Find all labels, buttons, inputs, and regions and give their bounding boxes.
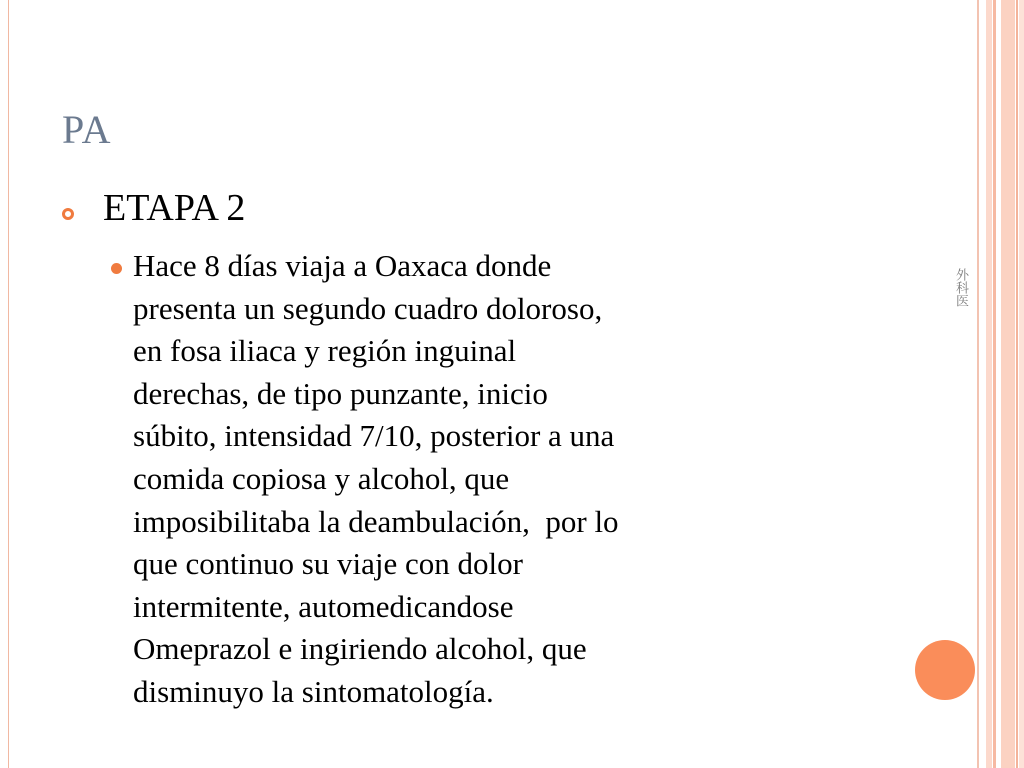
right-stripe — [1016, 0, 1018, 768]
right-stripe — [1001, 0, 1015, 768]
slide-title: PA — [62, 107, 112, 152]
body-line: intermitente, automedicandose — [133, 588, 514, 624]
body-line: derechas, de tipo punzante, inicio — [133, 375, 548, 411]
body-line: disminuyo la sintomatología. — [133, 673, 494, 709]
level1-heading: ETAPA 2 — [103, 187, 246, 229]
body-line: comida copiosa y alcohol, que — [133, 460, 510, 496]
body-paragraph — [133, 245, 893, 714]
body-line: que continuo su viaje con dolor — [133, 546, 523, 582]
decorative-orange-circle — [915, 640, 975, 700]
filled-circle-bullet-icon — [111, 263, 122, 274]
hollow-circle-bullet-icon — [62, 208, 74, 220]
vertical-side-label: 外科医 — [953, 268, 968, 307]
body-line: súbito, intensidad 7/10, posterior a una — [133, 418, 615, 454]
body-line: presenta un segundo cuadro doloroso, — [133, 290, 603, 326]
right-stripe — [977, 0, 979, 768]
body-line: Hace 8 días viaja a Oaxaca donde — [133, 248, 552, 283]
body-line: imposibilitaba la deambulación, por lo — [133, 503, 619, 539]
right-stripe — [993, 0, 996, 768]
body-line: en fosa iliaca y región inguinal — [133, 333, 517, 369]
body-line: Omeprazol e ingiriendo alcohol, que — [133, 631, 587, 667]
right-stripe — [986, 0, 992, 768]
right-stripe — [1019, 0, 1024, 768]
left-border-line — [8, 0, 9, 768]
